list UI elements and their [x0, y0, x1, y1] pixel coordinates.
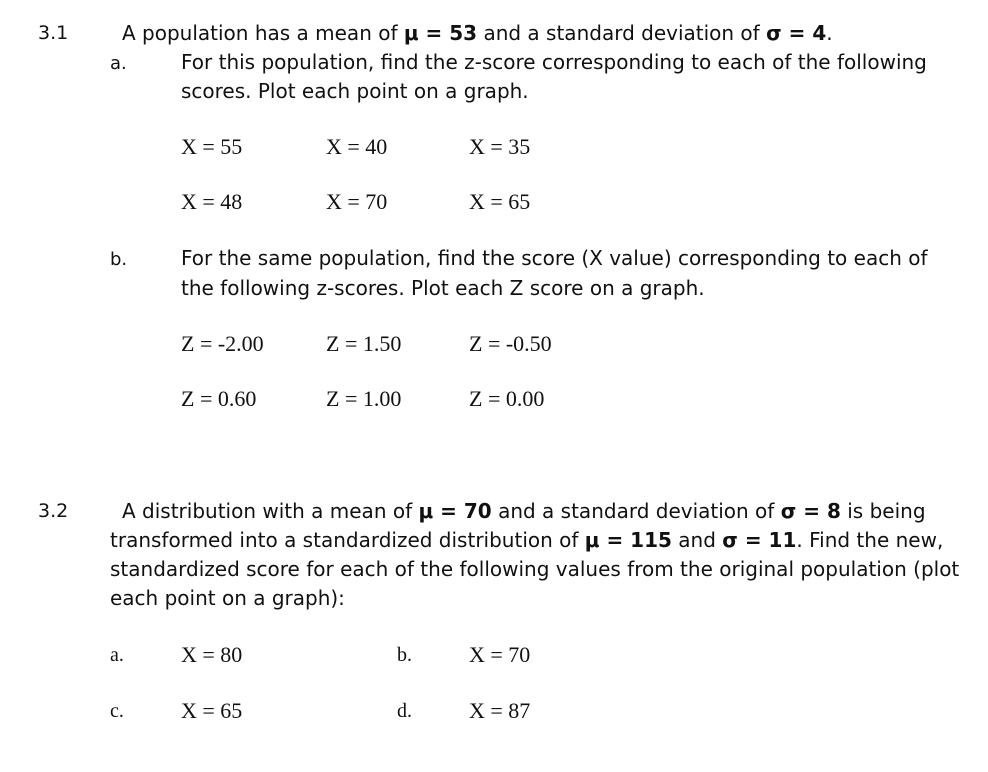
- part-a-instruction-line2: scores. Plot each point on a graph.: [181, 79, 529, 103]
- x-value: X = 87: [469, 698, 531, 723]
- x-value: X = 40: [326, 134, 388, 159]
- x-value: X = 65: [181, 698, 243, 723]
- mu-value: μ = 53: [403, 21, 478, 45]
- part-b-instruction-line1: For the same population, find the score (X value) corresponding to each of: [181, 246, 928, 270]
- x-value: X = 70: [469, 642, 531, 667]
- part-b-letter: b.: [110, 249, 128, 270]
- question-3-2-line4: each point on a graph):: [110, 586, 345, 610]
- z-value: Z = 1.00: [326, 386, 402, 411]
- z-value: Z = -2.00: [181, 331, 264, 356]
- mu-value: μ = 115: [584, 528, 672, 552]
- question-number-3-2: 3.2: [38, 500, 69, 522]
- item-letter: d.: [397, 700, 412, 722]
- question-3-1-intro: A population has a mean of μ = 53 and a standard deviation of σ = 4.: [122, 21, 833, 45]
- question-number-3-1: 3.1: [38, 22, 69, 44]
- item-letter: a.: [110, 644, 124, 666]
- sigma-value: σ = 8: [780, 499, 841, 523]
- x-value: X = 48: [181, 189, 243, 214]
- part-b-instruction-line2: the following z-scores. Plot each Z score on a graph.: [181, 276, 705, 300]
- z-value: Z = 1.50: [326, 331, 402, 356]
- part-a-instruction-line1: For this population, find the z-score corresponding to each of the following: [181, 50, 927, 74]
- z-value: Z = 0.60: [181, 386, 257, 411]
- question-3-2-line3: standardized score for each of the following values from the original population (plot: [110, 557, 960, 581]
- sigma-value: σ = 11: [722, 528, 797, 552]
- x-value: X = 65: [469, 189, 531, 214]
- question-3-2-line2: transformed into a standardized distribution of μ = 115 and σ = 11. Find the new,: [110, 528, 944, 552]
- z-value: Z = -0.50: [469, 331, 552, 356]
- part-a-letter: a.: [110, 53, 127, 74]
- x-value: X = 80: [181, 642, 243, 667]
- mu-value: μ = 70: [418, 499, 492, 523]
- item-letter: c.: [110, 700, 124, 722]
- x-value: X = 70: [326, 189, 388, 214]
- x-value: X = 55: [181, 134, 243, 159]
- x-value: X = 35: [469, 134, 531, 159]
- item-letter: b.: [397, 644, 412, 666]
- question-3-2-line1: A distribution with a mean of μ = 70 and a standard deviation of σ = 8 is being: [122, 499, 926, 523]
- sigma-value: σ = 4: [766, 21, 827, 45]
- z-value: Z = 0.00: [469, 386, 545, 411]
